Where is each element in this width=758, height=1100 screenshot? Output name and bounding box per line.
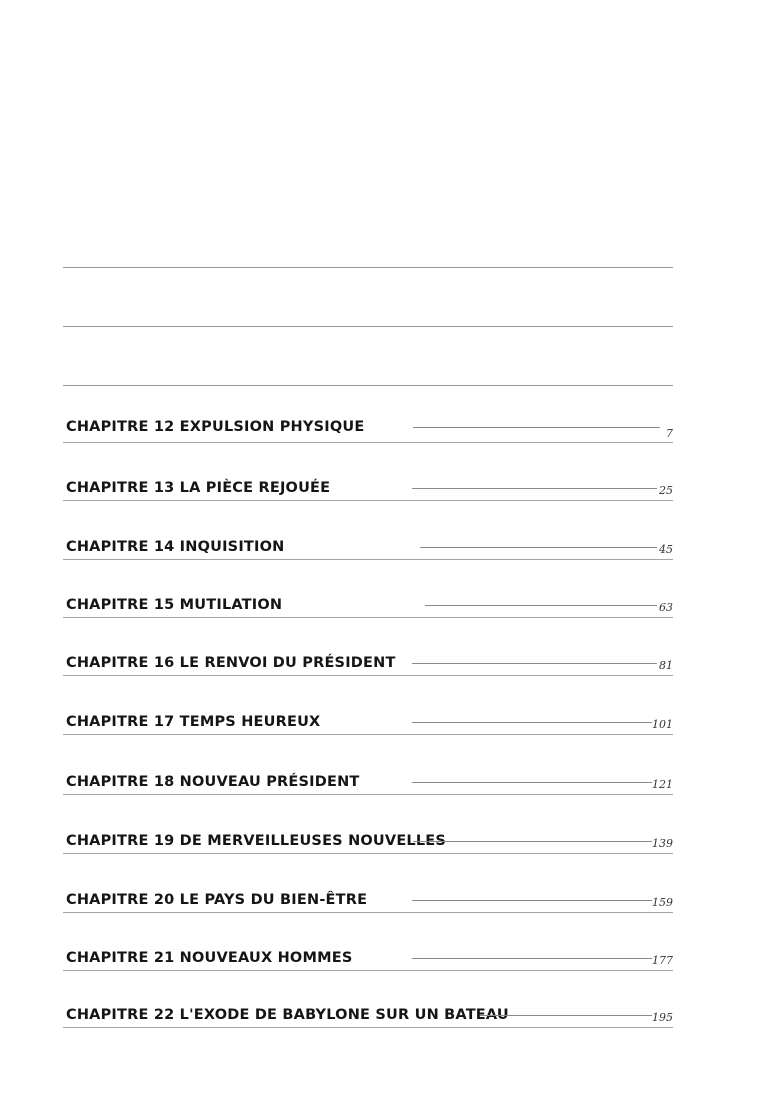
entry-rule [63,617,673,618]
entry-rule [63,559,673,560]
entry-rule [63,734,673,735]
dot-leader [425,605,657,606]
page-number: 159 [652,896,673,909]
dot-leader [413,841,652,842]
toc-entry[interactable] [0,539,758,579]
entry-rule [63,500,673,501]
blank-rule [63,267,673,268]
toc-entry[interactable] [0,892,758,932]
page-number: 81 [659,659,673,672]
toc-entry[interactable] [0,833,758,873]
page-number: 101 [652,718,673,731]
blank-rule [63,385,673,386]
toc-entry[interactable] [0,655,758,695]
toc-entry[interactable] [0,597,758,637]
page-number: 177 [652,954,673,967]
dot-leader [412,722,652,723]
entry-rule [63,853,673,854]
toc-entry[interactable] [0,1007,758,1047]
dot-leader [412,663,657,664]
toc-entry[interactable] [0,480,758,520]
page-number: 7 [666,427,673,440]
chapter-title: CHAPITRE 13 LA PIÈCE REJOUÉE [66,480,331,496]
chapter-title: CHAPITRE 22 L'EXODE DE BABYLONE SUR UN BATEAU [66,1007,509,1023]
toc-entry[interactable] [0,419,758,459]
page-number: 195 [652,1011,673,1024]
entry-rule [63,675,673,676]
chapter-title: CHAPITRE 18 NOUVEAU PRÉSIDENT [66,774,360,790]
toc-entry[interactable] [0,950,758,990]
entry-rule [63,1027,673,1028]
chapter-title: CHAPITRE 17 TEMPS HEUREUX [66,714,321,730]
page-number: 139 [652,837,673,850]
chapter-title: CHAPITRE 12 EXPULSION PHYSIQUE [66,419,365,435]
page-number: 63 [659,601,673,614]
chapter-title: CHAPITRE 21 NOUVEAUX HOMMES [66,950,353,966]
entry-rule [63,970,673,971]
dot-leader [480,1015,652,1016]
dot-leader [413,427,660,428]
toc-entry[interactable] [0,774,758,814]
page-number: 45 [659,543,673,556]
chapter-title: CHAPITRE 19 DE MERVEILLEUSES NOUVELLES [66,833,447,849]
toc-entry[interactable] [0,714,758,754]
dot-leader [412,782,652,783]
page-number: 25 [659,484,673,497]
dot-leader [412,958,652,959]
dot-leader [412,900,652,901]
dot-leader [420,547,657,548]
page-number: 121 [652,778,673,791]
entry-rule [63,442,673,443]
chapter-title: CHAPITRE 20 LE PAYS DU BIEN-ÊTRE [66,892,368,908]
chapter-title: CHAPITRE 16 LE RENVOI DU PRÉSIDENT [66,655,396,671]
entry-rule [63,912,673,913]
blank-rule [63,326,673,327]
entry-rule [63,794,673,795]
chapter-title: CHAPITRE 14 INQUISITION [66,539,285,555]
dot-leader [412,488,657,489]
chapter-title: CHAPITRE 15 MUTILATION [66,597,283,613]
